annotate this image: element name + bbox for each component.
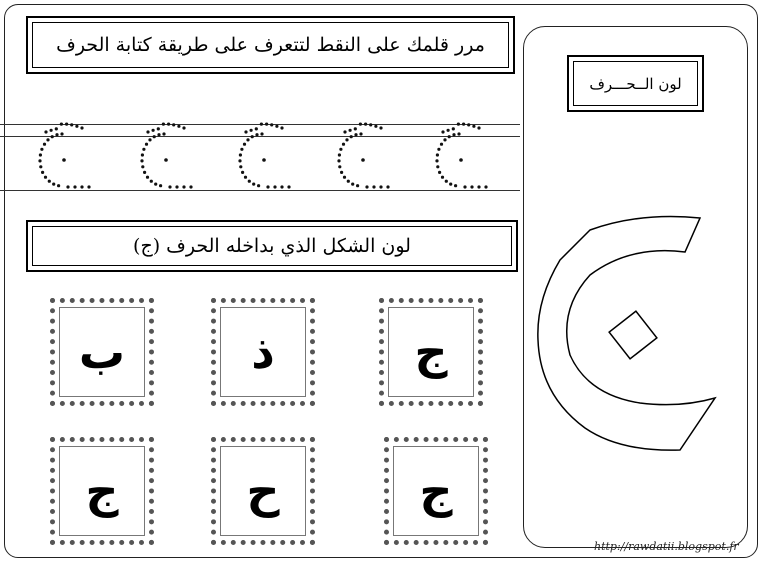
letter-tile[interactable] xyxy=(379,298,483,406)
dotted-letter-row xyxy=(0,0,520,200)
dotted-letter xyxy=(435,123,487,189)
tile-letter: ح xyxy=(246,464,280,518)
letter-tile[interactable] xyxy=(384,437,488,545)
letter-tile[interactable] xyxy=(211,298,315,406)
letter-tile[interactable] xyxy=(50,437,154,545)
tile-letter: ذ xyxy=(251,325,275,379)
shape-instruction-box xyxy=(26,220,518,272)
trace-instruction-text: مرر قلمك على النقط لتتعرف على طريقة كتابة الحرف xyxy=(32,22,509,68)
tile-letter: ج xyxy=(85,464,119,518)
shape-instruction-text: لون الشكل الذي بداخله الحرف (ج) xyxy=(32,226,512,266)
letter-tile[interactable] xyxy=(50,298,154,406)
big-outline-letter[interactable] xyxy=(530,190,740,460)
tile-letter: ب xyxy=(78,325,126,379)
tile-letter: ج xyxy=(414,325,448,379)
dotted-letter xyxy=(38,123,90,189)
dotted-letter xyxy=(238,123,290,189)
dotted-letter xyxy=(140,123,192,189)
tile-letter: ج xyxy=(419,464,453,518)
dotted-letter xyxy=(337,123,389,189)
color-letter-label: لون الــحـــرف xyxy=(573,61,698,106)
color-letter-label-box xyxy=(567,55,704,112)
letter-tile[interactable] xyxy=(211,437,315,545)
footer-url[interactable]: http://rawdatii.blogspot.fr xyxy=(594,540,739,553)
